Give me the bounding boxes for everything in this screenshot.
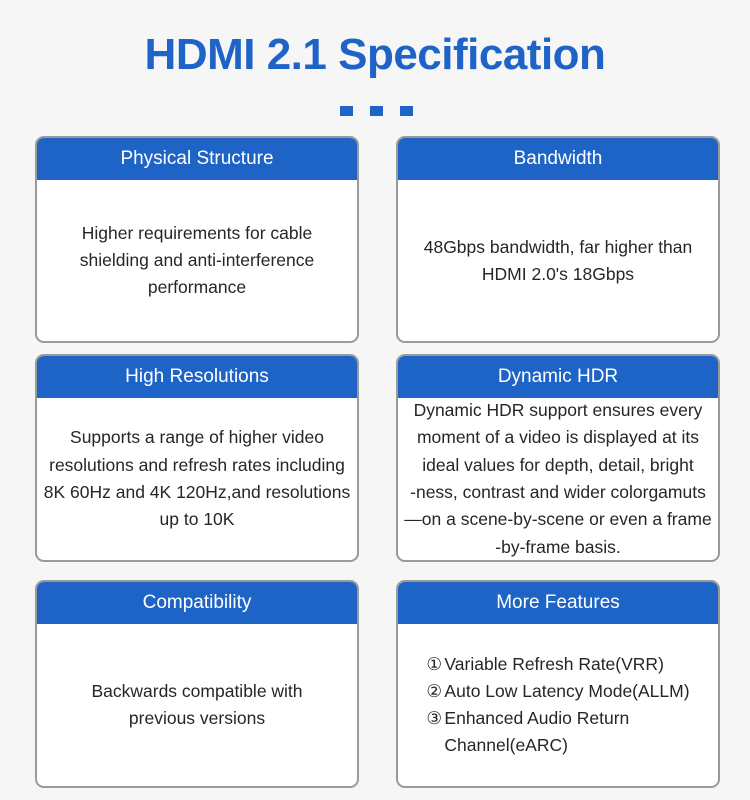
feature-number: ① [426,654,443,674]
feature-label: Enhanced Audio Return [444,708,630,728]
feature-number: ② [426,681,443,701]
card-text [37,180,357,341]
feature-item [426,678,689,705]
card-physical-structure [35,136,359,343]
divider-dot [400,106,413,116]
card-heading: Bandwidth [398,138,718,180]
feature-item [426,651,689,678]
title-divider-dots [340,106,413,116]
card-text-line: -ness, contrast and wider colorgamuts [410,482,706,502]
card-text-line: ideal values for depth, detail, bright [422,454,694,475]
card-text [37,624,357,786]
card-text-line: performance [147,277,247,297]
card-compatibility [35,580,359,788]
card-text-line: previous versions [128,708,266,728]
card-text-line: 8K 60Hz and 4K 120Hz,and resolutions [43,482,351,502]
card-heading: More Features [398,582,718,624]
card-text-line: Supports a range of higher video [70,427,324,448]
feature-label: Channel(eARC) [444,735,568,755]
card-text [398,180,718,341]
card-text-line: Higher requirements for cable [81,223,313,243]
card-text-line: -by-frame basis. [495,536,621,557]
card-dynamic-hdr [396,354,720,562]
card-text-line: Backwards compatible with [91,681,303,701]
divider-dot [370,106,383,116]
feature-item [426,705,689,759]
card-bandwidth [396,136,720,343]
card-text-line: —on a scene-by-scene or even a frame [404,509,712,530]
card-text-line: Dynamic HDR support ensures every [413,400,703,421]
feature-label: Variable Refresh Rate(VRR) [444,654,664,674]
card-more-features [396,580,720,788]
card-text [398,624,718,786]
card-text-line: up to 10K [159,509,235,530]
card-high-resolutions [35,354,359,562]
card-text-line: moment of a video is displayed at its [416,427,700,448]
feature-label: Auto Low Latency Mode(ALLM) [444,681,690,701]
card-text [37,398,357,560]
card-text-line: shielding and anti-interference [79,250,315,270]
card-text-line: HDMI 2.0's 18Gbps [481,263,635,284]
card-heading: Physical Structure [37,138,357,180]
card-text-line: resolutions and refresh rates including [49,454,345,475]
card-heading: High Resolutions [37,356,357,398]
card-heading: Compatibility [37,582,357,624]
divider-dot [340,106,353,116]
feature-list [426,651,689,759]
card-text-line: 48Gbps bandwidth, far higher than [423,236,693,257]
card-text [398,398,718,560]
card-heading: Dynamic HDR [398,356,718,398]
page-title: HDMI 2.1 Specification [144,30,606,79]
feature-number: ③ [426,708,443,728]
